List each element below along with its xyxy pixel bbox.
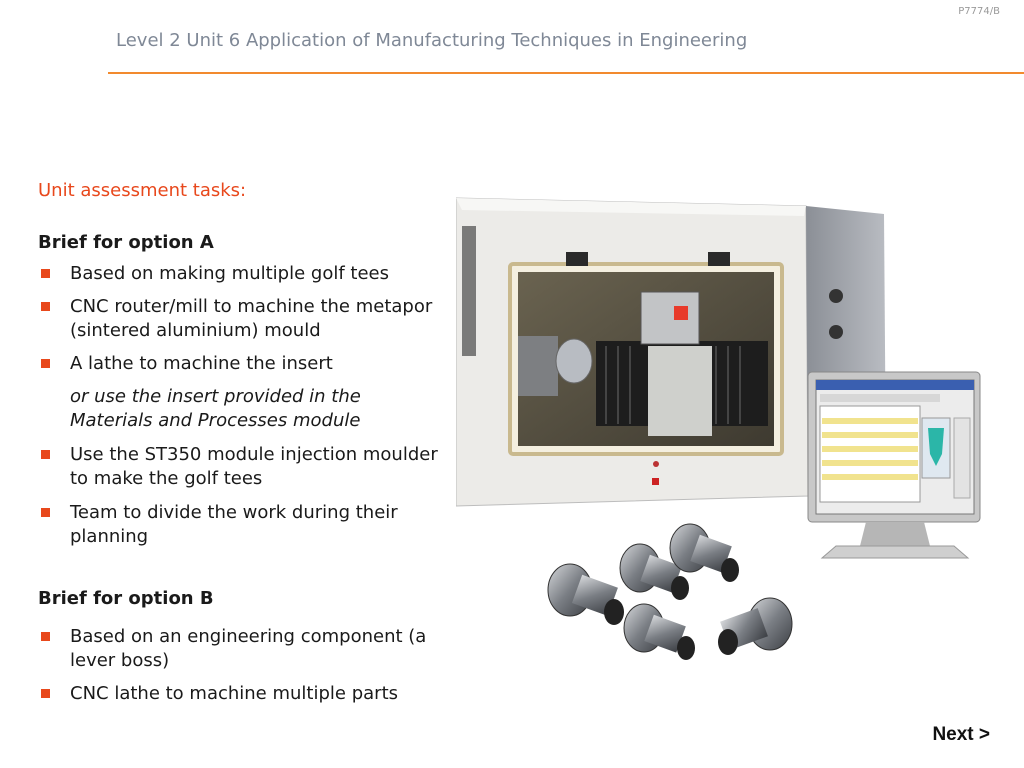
bullet-square-icon	[41, 689, 50, 698]
bullet-square-icon	[41, 359, 50, 368]
option-b-heading: Brief for option B	[38, 588, 214, 609]
bullet-square-icon	[41, 302, 50, 311]
option-a-heading: Brief for option A	[38, 232, 214, 253]
title-divider	[108, 72, 1024, 74]
list-item: Based on making multiple golf tees	[38, 262, 438, 286]
list-item: CNC lathe to machine multiple parts	[38, 682, 438, 706]
slide-reference-code: P7774/B	[958, 6, 1000, 17]
option-a-note: or use the insert provided in the Materials and Processes module	[70, 386, 361, 431]
section-heading: Unit assessment tasks:	[38, 180, 247, 201]
bullet-square-icon	[41, 269, 50, 278]
bullet-square-icon	[41, 508, 50, 517]
bullet-square-icon	[41, 632, 50, 641]
monitor-software-image	[806, 370, 984, 564]
bullet-square-icon	[41, 450, 50, 459]
list-item: Team to divide the work during their planning	[38, 501, 438, 549]
list-item: Based on an engineering component (a lever boss)	[38, 625, 438, 673]
list-item: CNC router/mill to machine the metapor (sintered aluminium) mould	[38, 295, 438, 343]
slide-title: Level 2 Unit 6 Application of Manufacturing Techniques in Engineering	[116, 30, 748, 51]
next-button[interactable]: Next >	[932, 724, 990, 745]
lever-boss-parts-image	[544, 520, 800, 668]
list-item: A lathe to machine the insert	[38, 352, 438, 376]
list-item: Use the ST350 module injection moulder to make the golf tees	[38, 443, 438, 491]
